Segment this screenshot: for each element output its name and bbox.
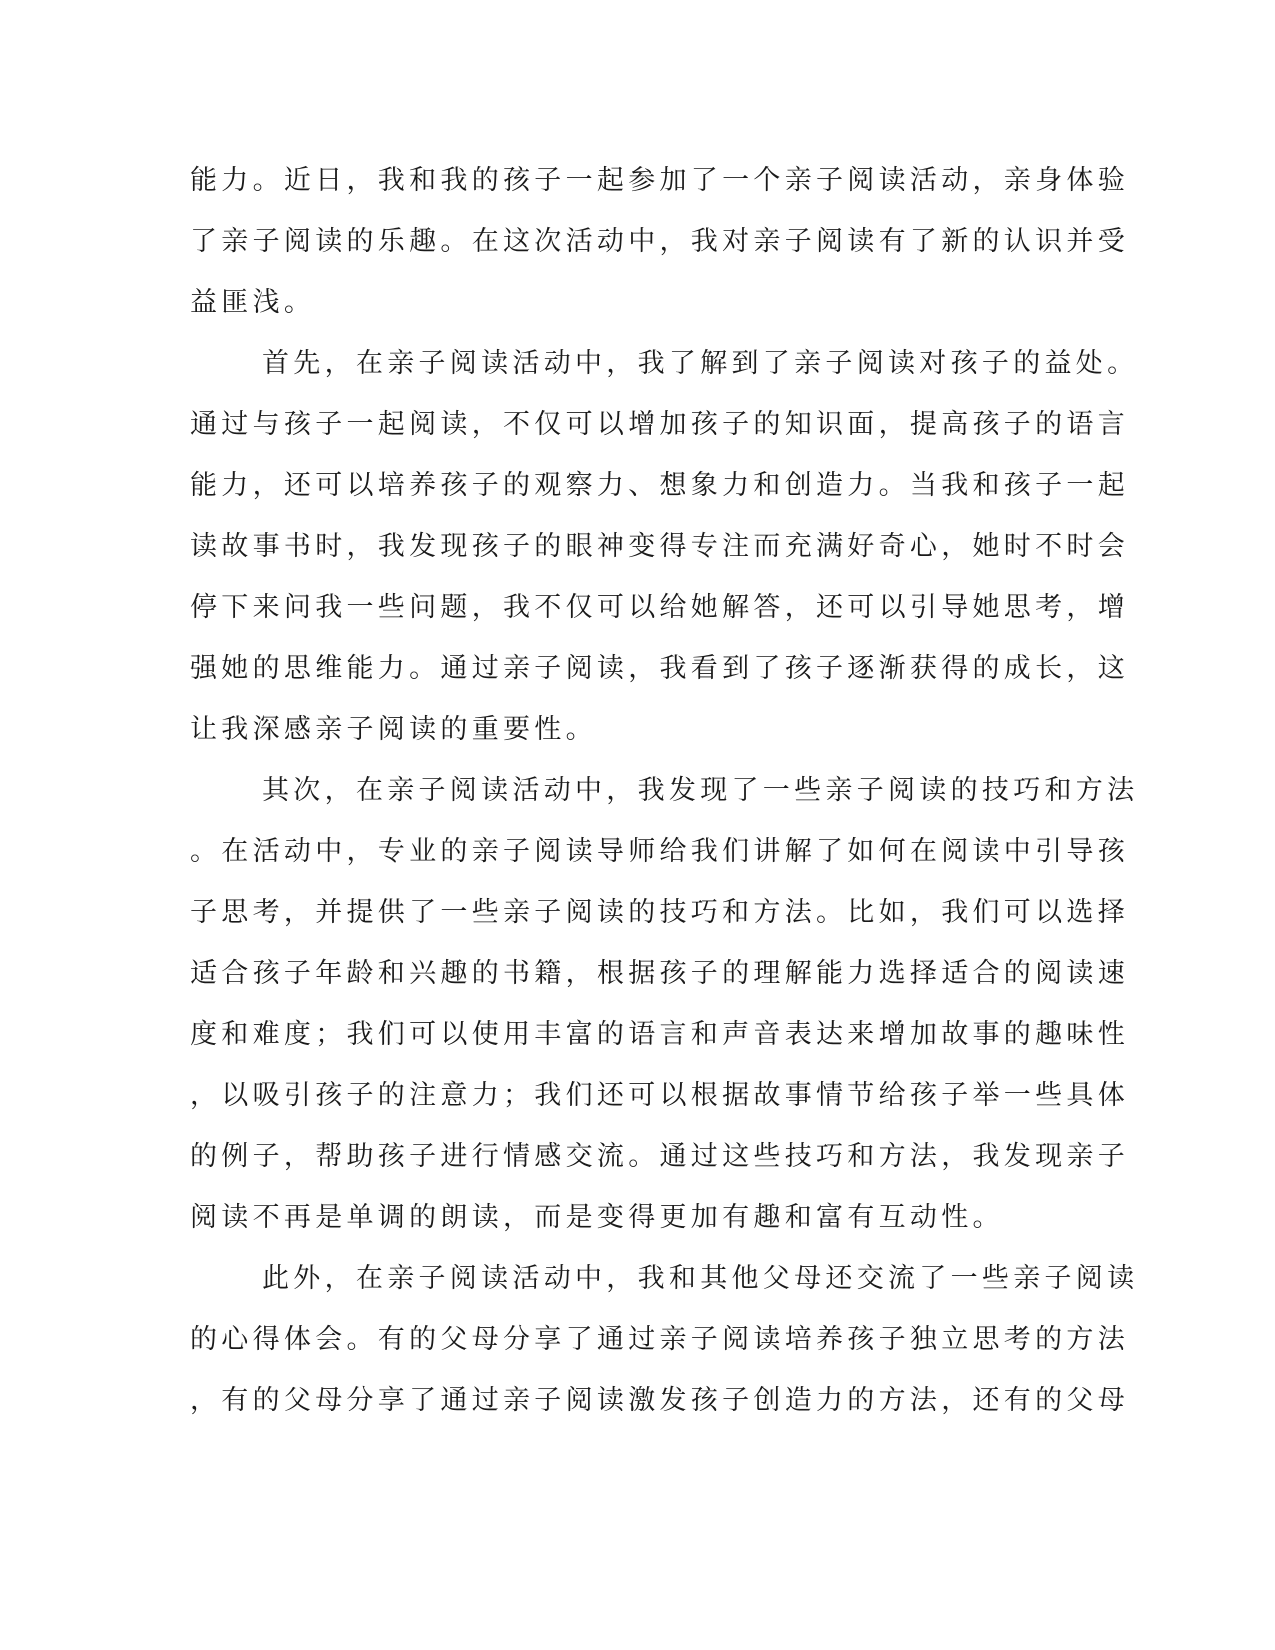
paragraph-first-line: 此外，在亲子阅读活动中，我和其他父母还交流了一些亲子阅读 bbox=[262, 1263, 1139, 1294]
text-line: 能力。近日，我和我的孩子一起参加了一个亲子阅读活动，亲身体验 bbox=[190, 165, 1129, 196]
text-line: 子思考，并提供了一些亲子阅读的技巧和方法。比如，我们可以选择 bbox=[190, 897, 1129, 928]
text-line: 强她的思维能力。通过亲子阅读，我看到了孩子逐渐获得的成长，这 bbox=[190, 653, 1129, 684]
text-line: 度和难度；我们可以使用丰富的语言和声音表达来增加故事的趣味性 bbox=[190, 1019, 1129, 1050]
text-line: 能力，还可以培养孩子的观察力、想象力和创造力。当我和孩子一起 bbox=[190, 470, 1129, 501]
text-line: 让我深感亲子阅读的重要性。 bbox=[190, 714, 597, 745]
text-line: 的例子，帮助孩子进行情感交流。通过这些技巧和方法，我发现亲子 bbox=[190, 1141, 1129, 1172]
paragraph-first-line: 其次，在亲子阅读活动中，我发现了一些亲子阅读的技巧和方法 bbox=[262, 775, 1139, 806]
text-line: ，有的父母分享了通过亲子阅读激发孩子创造力的方法，还有的父母 bbox=[190, 1385, 1129, 1416]
text-line: 停下来问我一些问题，我不仅可以给她解答，还可以引导她思考，增 bbox=[190, 592, 1129, 623]
paragraph-first-line: 首先，在亲子阅读活动中，我了解到了亲子阅读对孩子的益处。 bbox=[262, 348, 1139, 379]
text-line: 了亲子阅读的乐趣。在这次活动中，我对亲子阅读有了新的认识并受 bbox=[190, 226, 1129, 257]
text-line: 适合孩子年龄和兴趣的书籍，根据孩子的理解能力选择适合的阅读速 bbox=[190, 958, 1129, 989]
text-line: 。在活动中，专业的亲子阅读导师给我们讲解了如何在阅读中引导孩 bbox=[190, 836, 1129, 867]
text-line: 读故事书时，我发现孩子的眼神变得专注而充满好奇心，她时不时会 bbox=[190, 531, 1129, 562]
text-line: 益匪浅。 bbox=[190, 287, 316, 318]
text-line: ，以吸引孩子的注意力；我们还可以根据故事情节给孩子举一些具体 bbox=[190, 1080, 1129, 1111]
text-line: 通过与孩子一起阅读，不仅可以增加孩子的知识面，提高孩子的语言 bbox=[190, 409, 1129, 440]
text-line: 的心得体会。有的父母分享了通过亲子阅读培养孩子独立思考的方法 bbox=[190, 1324, 1129, 1355]
text-line: 阅读不再是单调的朗读，而是变得更加有趣和富有互动性。 bbox=[190, 1202, 1004, 1233]
